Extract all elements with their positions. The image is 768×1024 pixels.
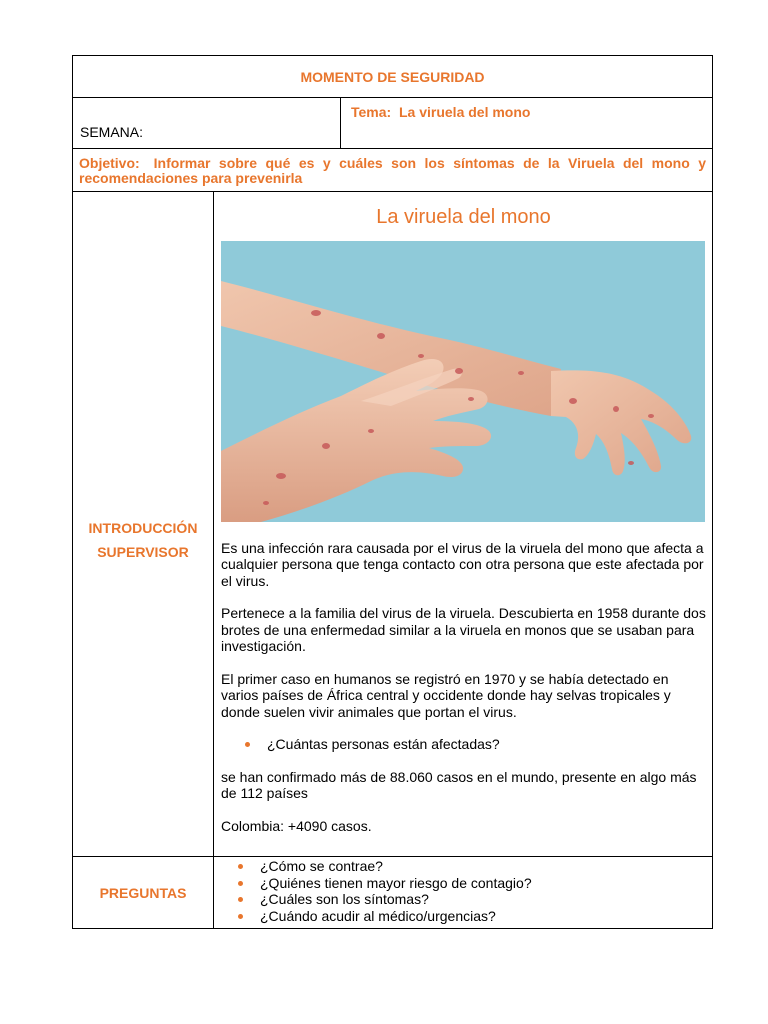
bullet-icon bbox=[245, 742, 250, 747]
intro-title: La viruela del mono bbox=[376, 206, 551, 228]
questions-row bbox=[73, 857, 712, 928]
bullet-icon bbox=[238, 881, 243, 886]
questions-list bbox=[214, 858, 712, 924]
bullet-icon bbox=[238, 864, 243, 869]
question-text: ¿Cómo se contrae? bbox=[260, 858, 383, 874]
topic-label: Tema: bbox=[351, 104, 392, 120]
objective-text: Informar sobre qué es y cuáles son los síntomas de la Viruela del mono y recomendaciones para prevenirla bbox=[79, 155, 706, 186]
intro-side-label-line1: INTRODUCCIÓN bbox=[88, 520, 198, 536]
question-text: ¿Cuándo acudir al médico/urgencias? bbox=[260, 907, 496, 924]
question-text: ¿Cuáles son los síntomas? bbox=[260, 891, 429, 907]
stats-paragraph: se han confirmado más de 88.060 casos en el mundo, presente en algo más de 112 países bbox=[221, 768, 697, 801]
topic-value: La viruela del mono bbox=[398, 104, 531, 120]
question-text: ¿Quiénes tienen mayor riesgo de contagio? bbox=[260, 874, 532, 891]
monkeypox-hands-photo bbox=[221, 241, 705, 522]
intro-paragraph-2: Pertenece a la familia del virus de la viruela. Descubierta en 1958 durante dos brotes de una enfermedad similar a la viruela en monos que se usaban para investigación. bbox=[221, 605, 706, 654]
sheet-title: MOMENTO DE SEGURIDAD bbox=[300, 68, 485, 85]
week-topic-row bbox=[73, 98, 712, 149]
intro-paragraph-3: El primer caso en humanos se registró en 1970 y se había detectado en varios países de África central y occidente donde hay selvas tropicales y donde suelen vivir animales que portan el virus. bbox=[221, 670, 671, 720]
questions-side-label bbox=[73, 857, 214, 928]
list-item bbox=[214, 858, 712, 875]
bullet-question-text: ¿Cuántas personas están afectadas? bbox=[267, 736, 500, 752]
list-item bbox=[221, 736, 706, 753]
week-cell bbox=[73, 98, 341, 148]
intro-side-label-line2: SUPERVISOR bbox=[97, 544, 189, 560]
intro-side-label bbox=[73, 192, 214, 856]
questions-side-label-text: PREGUNTAS bbox=[99, 884, 187, 901]
topic-cell bbox=[341, 98, 712, 148]
questions-content bbox=[214, 857, 712, 928]
week-label: SEMANA: bbox=[80, 124, 144, 140]
list-item bbox=[214, 908, 712, 925]
objective-row bbox=[73, 149, 712, 192]
objective-label: Objetivo: bbox=[79, 155, 140, 171]
list-item bbox=[214, 891, 712, 908]
colombia-paragraph: Colombia: +4090 casos. bbox=[221, 817, 372, 834]
safety-moment-sheet bbox=[72, 55, 713, 929]
intro-content bbox=[214, 192, 712, 856]
intro-bullet-list bbox=[221, 736, 706, 753]
sheet-title-row bbox=[73, 56, 712, 98]
bullet-icon bbox=[238, 897, 243, 902]
list-item bbox=[214, 875, 712, 892]
intro-paragraph-1: Es una infección rara causada por el virus de la viruela del mono que afecta a cualquier persona que tenga contacto con otra persona que este afectada por el virus. bbox=[221, 539, 704, 589]
bullet-icon bbox=[238, 914, 243, 919]
intro-row bbox=[73, 192, 712, 857]
